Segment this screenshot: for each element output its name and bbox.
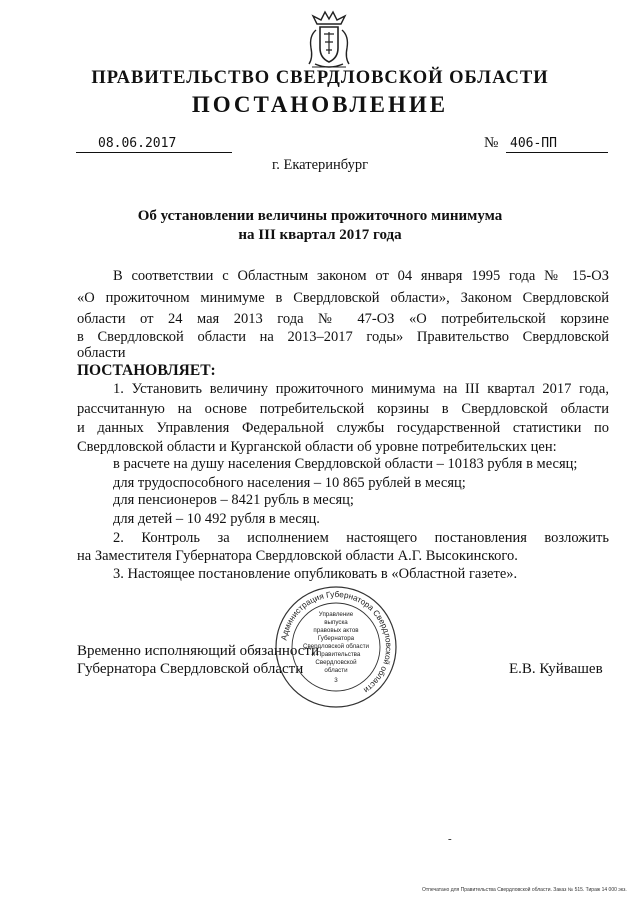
preamble-line: в Свердловской области на 2013–2017 годы» Правительство Свердловской — [77, 329, 609, 345]
page-mark: - — [448, 833, 452, 845]
amount-line: для пенсионеров – 8421 рубль в месяц; — [113, 492, 354, 508]
stamp-center-line: Свердловской области — [302, 643, 370, 650]
preamble-line: В соответствии с Областным законом от 04 января 1995 года № 15-ОЗ — [113, 268, 609, 284]
city: г. Екатеринбург — [271, 157, 369, 173]
document-date: 08.06.2017 — [76, 136, 232, 153]
stamp-center-line: выпуска — [324, 619, 348, 626]
signatory-position-line1: Временно исполняющий обязанности — [77, 643, 320, 659]
preamble-line: области — [77, 345, 126, 361]
document-number: 406-ПП — [506, 136, 608, 153]
official-stamp — [273, 584, 399, 710]
title-line: Об установлении величины прожиточного минимума — [137, 208, 503, 224]
amount-line: для детей – 10 492 рубля в месяц. — [113, 511, 320, 527]
stamp-number: 3 — [334, 677, 338, 684]
signatory-name: Е.В. Куйвашев — [509, 661, 603, 677]
government-title: ПРАВИТЕЛЬСТВО СВЕРДЛОВСКОЙ ОБЛАСТИ — [91, 68, 549, 88]
item3-line: 3. Настоящее постановление опубликовать в «Областной газете». — [113, 566, 518, 582]
number-label: № — [484, 135, 499, 151]
preamble-line: «О прожиточном минимуме в Свердловской области», Законом Свердловской — [77, 290, 609, 306]
stamp-center-line: правовых актов — [313, 627, 359, 634]
item1-line: и данных Управления Федеральной службы государственной статистики по — [77, 420, 609, 436]
resolves-heading: ПОСТАНОВЛЯЕТ: — [77, 362, 216, 379]
coat-of-arms-emblem — [303, 10, 355, 72]
stamp-center-line: Управление — [318, 611, 354, 618]
item1-line: 1. Установить величину прожиточного минимума на III квартал 2017 года, — [113, 381, 609, 397]
item2-line: на Заместителя Губернатора Свердловской области А.Г. Высокинского. — [77, 548, 518, 564]
amount-line: в расчете на душу населения Свердловской области – 10183 рубля в месяц; — [113, 456, 578, 472]
title-line: на III квартал 2017 года — [238, 227, 402, 243]
stamp-ring-text: Администрация Губернатора Свердловской области — [279, 589, 394, 695]
stamp-center-line: Свердловской — [315, 659, 357, 666]
item1-line: рассчитанную на основе потребительской корзины в Свердловской области — [77, 401, 609, 417]
item2-line: 2. Контроль за исполнением настоящего постановления возложить — [113, 530, 609, 546]
document-type: ПОСТАНОВЛЕНИЕ — [191, 92, 449, 117]
stamp-center-line: и Правительства — [311, 651, 361, 658]
item1-line: Свердловской области и Курганской области об уровне потребительских цен: — [77, 439, 557, 455]
print-line: Отпечатано для Правительства Свердловской области. Заказ № 515. Тираж 14 000 экз. — [422, 887, 627, 893]
document-title — [90, 207, 550, 245]
preamble-line: области от 24 мая 2013 года № 47-ОЗ «О потребительской корзине — [77, 311, 609, 327]
signatory-position-line2: Губернатора Свердловской области — [77, 661, 304, 677]
stamp-center-line: области — [324, 667, 348, 674]
stamp-center-line: Губернатора — [317, 635, 355, 642]
amount-line: для трудоспособного населения – 10 865 рублей в месяц; — [113, 475, 466, 491]
